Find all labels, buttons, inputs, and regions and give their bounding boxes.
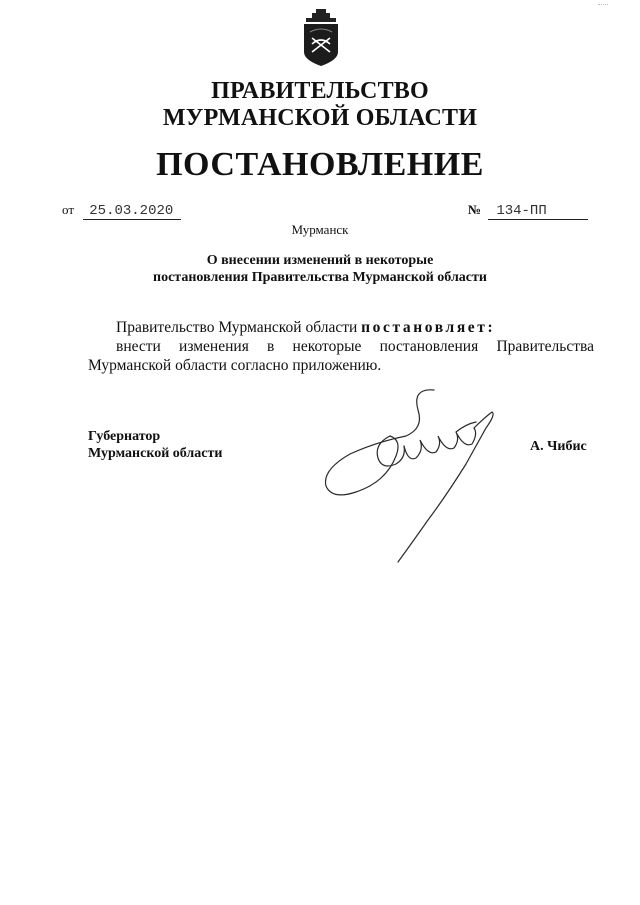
signer-position-line2: Мурманской области bbox=[88, 446, 223, 461]
date-value: 25.03.2020 bbox=[83, 203, 181, 220]
number-field bbox=[468, 202, 588, 220]
signer-position bbox=[88, 428, 222, 462]
date-prefix: от bbox=[62, 202, 75, 217]
city: Мурманск bbox=[291, 222, 349, 237]
number-prefix: № bbox=[468, 202, 482, 217]
government-title-line2: МУРМАНСКОЙ ОБЛАСТИ bbox=[162, 105, 478, 131]
body-intro-text: Правительство Мурманской области bbox=[116, 319, 358, 336]
coat-of-arms-icon bbox=[298, 8, 344, 68]
body-line3: Мурманской области согласно приложению. bbox=[88, 357, 382, 374]
date-field bbox=[62, 202, 181, 220]
number-value: 134-ПП bbox=[488, 203, 588, 220]
body-line2: внести изменения в некоторые постановления Правительства bbox=[116, 338, 594, 355]
government-title-line1: ПРАВИТЕЛЬСТВО bbox=[211, 78, 429, 104]
government-title bbox=[0, 78, 640, 132]
document-type: ПОСТАНОВЛЕНИЕ bbox=[156, 146, 484, 183]
signer-position-line1: Губернатор bbox=[88, 429, 161, 444]
subject-line1: О внесении изменений в некоторые bbox=[206, 253, 434, 268]
subject bbox=[0, 252, 640, 286]
body-intro bbox=[116, 318, 495, 337]
subject-line2: постановления Правительства Мурманской области bbox=[153, 270, 487, 285]
handwritten-signature bbox=[316, 384, 506, 568]
signer-name: А. Чибис bbox=[530, 439, 587, 454]
scan-speck bbox=[598, 4, 608, 9]
decree-word: постановляет: bbox=[361, 319, 496, 336]
